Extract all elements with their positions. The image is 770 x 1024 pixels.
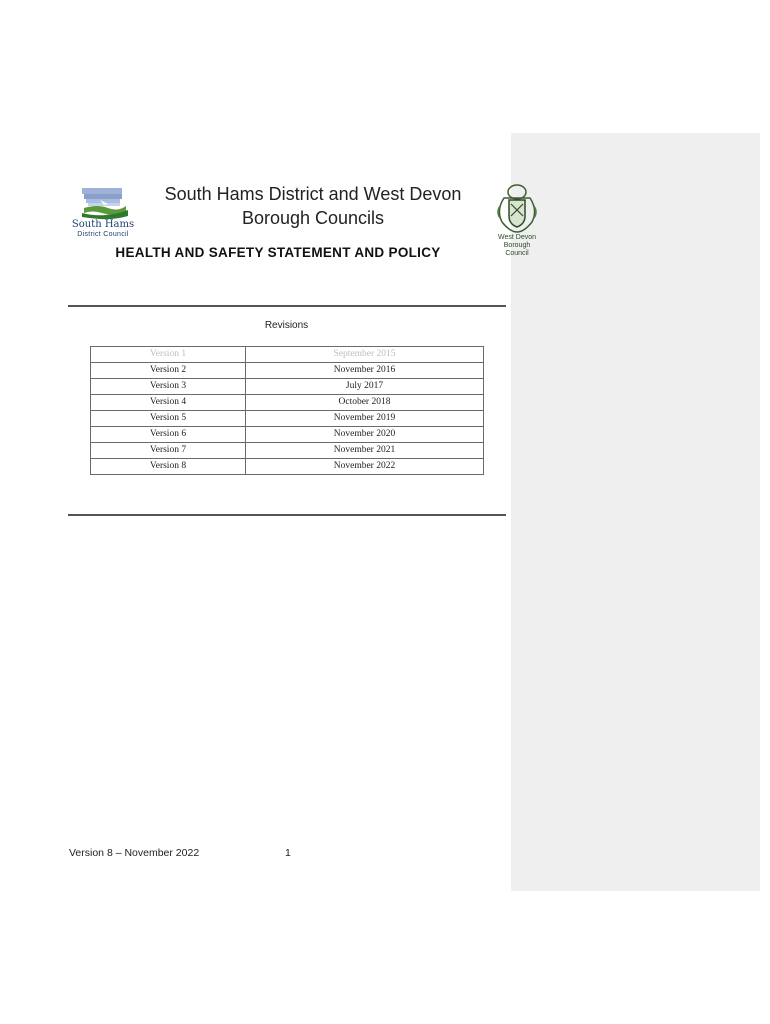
date-cell: November 2016 [246, 363, 484, 379]
west-devon-logo-text [486, 234, 548, 258]
table-row [91, 347, 484, 363]
bottom-divider [68, 514, 506, 516]
date-cell: July 2017 [246, 379, 484, 395]
comment-pane [511, 133, 760, 891]
revisions-table [90, 346, 484, 475]
version-cell: Version 2 [91, 363, 246, 379]
table-row [91, 363, 484, 379]
west-devon-crest-icon [492, 182, 542, 234]
south-hams-logo [71, 186, 138, 242]
date-cell: November 2020 [246, 427, 484, 443]
table-row [91, 443, 484, 459]
footer-version: Version 8 – November 2022 [69, 847, 200, 859]
south-hams-emblem-icon [78, 186, 138, 222]
table-row [91, 395, 484, 411]
date-cell: October 2018 [246, 395, 484, 411]
version-cell: Version 5 [91, 411, 246, 427]
table-row [91, 379, 484, 395]
version-cell: Version 3 [91, 379, 246, 395]
west-devon-logo-line3: Council [505, 250, 529, 257]
west-devon-logo-line2: Borough [503, 242, 531, 249]
date-cell: November 2021 [246, 443, 484, 459]
document-title: South Hams District and West Devon Borough Councils [164, 184, 462, 228]
version-cell: Version 6 [91, 427, 246, 443]
south-hams-logo-subname: District Council [77, 231, 129, 238]
version-cell: Version 8 [91, 459, 246, 475]
document-subtitle: HEALTH AND SAFETY STATEMENT AND POLICY [115, 245, 441, 260]
version-cell: Version 4 [91, 395, 246, 411]
version-cell: Version 1 [91, 347, 246, 363]
date-cell: November 2022 [246, 459, 484, 475]
west-devon-logo-line1: West Devon [498, 234, 536, 241]
table-row [91, 411, 484, 427]
table-row [91, 459, 484, 475]
table-row [91, 427, 484, 443]
south-hams-logo-name: South Hams [71, 219, 135, 230]
west-devon-logo [492, 182, 542, 262]
revisions-label: Revisions [264, 320, 309, 331]
top-divider [68, 305, 506, 307]
date-cell: September 2015 [246, 347, 484, 363]
version-cell: Version 7 [91, 443, 246, 459]
page-number: 1 [285, 847, 291, 859]
date-cell: November 2019 [246, 411, 484, 427]
